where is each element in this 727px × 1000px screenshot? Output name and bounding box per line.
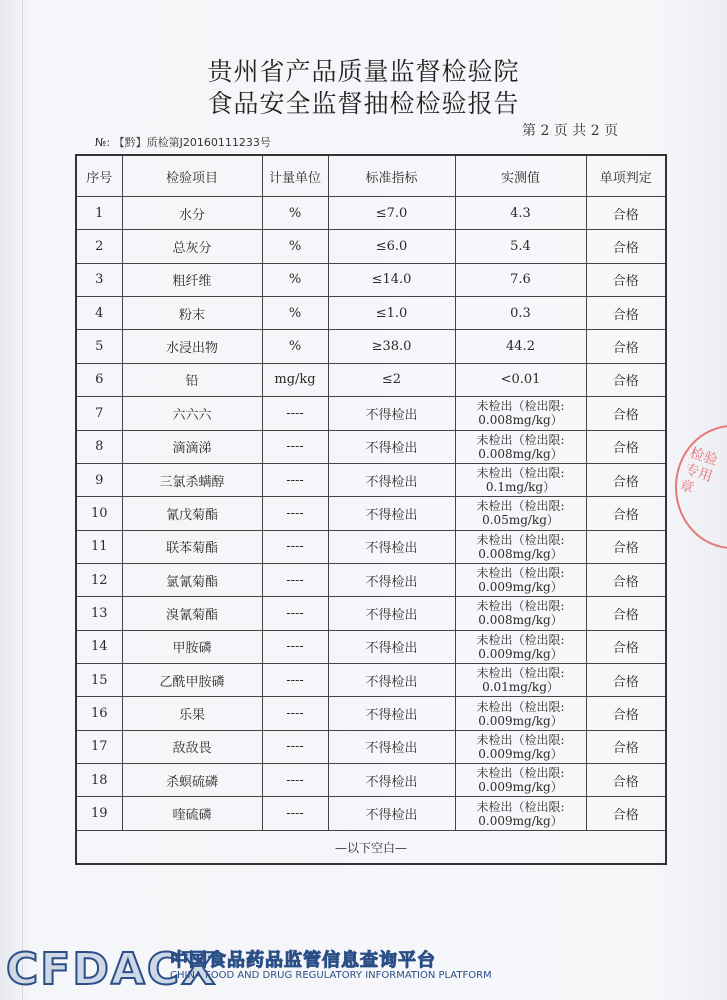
result-line-1: 未检出（检出限: (476, 432, 565, 447)
cell-standard: ≤14.0 (328, 263, 455, 296)
cell-no: 16 (76, 697, 122, 730)
cell-item: 铅 (122, 363, 262, 396)
cell-no: 12 (76, 563, 122, 596)
cell-unit: ---- (262, 697, 328, 730)
cell-verdict: 合格 (586, 764, 666, 797)
table-body (76, 197, 666, 831)
result-line-2: 0.1mg/kg） (485, 480, 556, 495)
cell-verdict: 合格 (586, 664, 666, 697)
table-row (76, 664, 666, 697)
table-row (76, 597, 666, 630)
cell-standard: 不得检出 (328, 797, 455, 831)
cell-result (455, 530, 586, 563)
cell-standard: 不得检出 (328, 397, 455, 430)
cell-no: 6 (76, 363, 122, 396)
result-line-1: 未检出（检出限: (476, 632, 565, 647)
page-number: 第 2 页 共 2 页 (522, 123, 619, 139)
cell-item: 乙酰甲胺磷 (122, 664, 262, 697)
cell-verdict: 合格 (586, 630, 666, 663)
cell-result (455, 764, 586, 797)
cell-unit: % (262, 230, 328, 263)
institute-title: 贵州省产品质量监督检验院 (207, 57, 520, 86)
cell-result (455, 497, 586, 530)
cell-result (455, 597, 586, 630)
col-header-result: 实测值 (455, 155, 586, 197)
cell-unit: ---- (262, 797, 328, 831)
cell-standard: 不得检出 (328, 430, 455, 463)
cell-item: 水浸出物 (122, 330, 262, 363)
page-fold (22, 0, 23, 1000)
cell-unit: ---- (262, 530, 328, 563)
cell-verdict: 合格 (586, 197, 666, 230)
cell-item: 杀螟硫磷 (122, 764, 262, 797)
inspection-table (75, 154, 667, 865)
cell-verdict: 合格 (586, 230, 666, 263)
table-row (76, 563, 666, 596)
cell-item: 联苯菊酯 (122, 530, 262, 563)
cell-no: 5 (76, 330, 122, 363)
cell-item: 三氯杀螨醇 (122, 463, 262, 496)
result-line-1: 未检出（检出限: (476, 466, 565, 481)
cell-unit: ---- (262, 730, 328, 763)
watermark-en-name: CHINA FOOD AND DRUG REGULATORY INFORMATION PLATFORM (170, 970, 492, 981)
cell-item: 氰戊菊酯 (122, 497, 262, 530)
result-line-2: 0.009mg/kg） (478, 780, 563, 795)
cell-unit: ---- (262, 497, 328, 530)
watermark-cn-name: 中国食品药品监管信息查询平台 (170, 950, 436, 971)
cell-item: 甲胺磷 (122, 630, 262, 663)
cell-item: 乐果 (122, 697, 262, 730)
table-row (76, 230, 666, 263)
cell-no: 13 (76, 597, 122, 630)
cell-result (455, 397, 586, 430)
cell-verdict: 合格 (586, 430, 666, 463)
table-row (76, 463, 666, 496)
cell-result (455, 630, 586, 663)
cell-result (455, 797, 586, 831)
cell-standard: 不得检出 (328, 764, 455, 797)
result-line-2: 0.01mg/kg） (482, 680, 559, 695)
cell-result: <0.01 (455, 363, 586, 396)
cell-standard: ≤7.0 (328, 197, 455, 230)
cell-unit: ---- (262, 430, 328, 463)
cell-standard: 不得检出 (328, 597, 455, 630)
table-row (76, 297, 666, 330)
col-header-verdict: 单项判定 (586, 155, 666, 197)
cell-verdict: 合格 (586, 597, 666, 630)
cell-result (455, 430, 586, 463)
result-line-2: 0.009mg/kg） (478, 746, 563, 761)
cell-unit: % (262, 263, 328, 296)
cell-standard: 不得检出 (328, 664, 455, 697)
cell-no: 8 (76, 430, 122, 463)
cell-no: 19 (76, 797, 122, 831)
table-row (76, 730, 666, 763)
result-line-1: 未检出（检出限: (476, 799, 565, 814)
cell-standard: 不得检出 (328, 630, 455, 663)
cell-item: 粗纤维 (122, 263, 262, 296)
cell-item: 敌敌畏 (122, 730, 262, 763)
cell-item: 氯氰菊酯 (122, 563, 262, 596)
table-row (76, 430, 666, 463)
report-number: №: 【黔】质检第J20160111233号 (95, 136, 271, 149)
cell-no: 9 (76, 463, 122, 496)
cell-verdict: 合格 (586, 797, 666, 831)
col-header-standard: 标准指标 (328, 155, 455, 197)
table-row (76, 764, 666, 797)
cell-item: 粉末 (122, 297, 262, 330)
cell-unit: ---- (262, 397, 328, 430)
cell-item: 水分 (122, 197, 262, 230)
table-row (76, 263, 666, 296)
cell-no: 10 (76, 497, 122, 530)
cell-verdict: 合格 (586, 330, 666, 363)
cell-result (455, 730, 586, 763)
cell-unit: ---- (262, 764, 328, 797)
cell-no: 18 (76, 764, 122, 797)
table-row (76, 197, 666, 230)
cell-unit: ---- (262, 563, 328, 596)
result-line-2: 0.009mg/kg） (478, 646, 563, 661)
result-line-1: 未检出（检出限: (476, 532, 565, 547)
cell-no: 7 (76, 397, 122, 430)
table-header-row (76, 155, 666, 197)
cell-result: 4.3 (455, 197, 586, 230)
cell-no: 3 (76, 263, 122, 296)
col-header-no: 序号 (76, 155, 122, 197)
cell-result (455, 697, 586, 730)
cell-no: 14 (76, 630, 122, 663)
table-row (76, 330, 666, 363)
table-row (76, 363, 666, 396)
cell-result (455, 463, 586, 496)
result-line-1: 未检出（检出限: (476, 399, 565, 414)
result-line-1: 未检出（检出限: (476, 766, 565, 781)
cell-unit: % (262, 330, 328, 363)
result-line-2: 0.009mg/kg） (478, 713, 563, 728)
col-header-item: 检验项目 (122, 155, 262, 197)
cell-verdict: 合格 (586, 463, 666, 496)
result-line-2: 0.008mg/kg） (478, 546, 563, 561)
cell-result: 44.2 (455, 330, 586, 363)
cell-standard: 不得检出 (328, 697, 455, 730)
result-line-2: 0.009mg/kg） (478, 813, 563, 828)
table-row (76, 797, 666, 831)
cell-no: 2 (76, 230, 122, 263)
cell-verdict: 合格 (586, 530, 666, 563)
cell-verdict: 合格 (586, 730, 666, 763)
report-title: 食品安全监督抽检检验报告 (207, 89, 520, 118)
official-seal-text: 检验专用章 (677, 445, 720, 497)
cell-item: 溴氰菊酯 (122, 597, 262, 630)
result-line-1: 未检出（检出限: (476, 566, 565, 581)
cell-verdict: 合格 (586, 397, 666, 430)
cell-result: 5.4 (455, 230, 586, 263)
table-row (76, 530, 666, 563)
result-line-2: 0.008mg/kg） (478, 613, 563, 628)
cell-item: 六六六 (122, 397, 262, 430)
cell-unit: ---- (262, 664, 328, 697)
blank-below-note: —以下空白— (76, 831, 666, 865)
result-line-2: 0.008mg/kg） (478, 446, 563, 461)
result-line-2: 0.008mg/kg） (478, 413, 563, 428)
cell-item: 滴滴涕 (122, 430, 262, 463)
cell-no: 11 (76, 530, 122, 563)
cell-verdict: 合格 (586, 263, 666, 296)
table-row (76, 497, 666, 530)
result-line-1: 未检出（检出限: (476, 699, 565, 714)
result-line-1: 未检出（检出限: (476, 732, 565, 747)
cell-standard: 不得检出 (328, 463, 455, 496)
cell-verdict: 合格 (586, 697, 666, 730)
cell-no: 17 (76, 730, 122, 763)
result-line-1: 未检出（检出限: (476, 599, 565, 614)
table-row (76, 397, 666, 430)
cell-verdict: 合格 (586, 297, 666, 330)
cell-standard: 不得检出 (328, 730, 455, 763)
col-header-unit: 计量单位 (262, 155, 328, 197)
table-row (76, 630, 666, 663)
cell-no: 1 (76, 197, 122, 230)
cell-standard: ≤1.0 (328, 297, 455, 330)
cell-no: 4 (76, 297, 122, 330)
cell-verdict: 合格 (586, 363, 666, 396)
cell-item: 喹硫磷 (122, 797, 262, 831)
cell-standard: ≥38.0 (328, 330, 455, 363)
result-line-1: 未检出（检出限: (476, 666, 565, 681)
cell-unit: % (262, 197, 328, 230)
table-footer-row (76, 831, 666, 865)
cell-no: 15 (76, 664, 122, 697)
cell-unit: ---- (262, 630, 328, 663)
cell-unit: ---- (262, 463, 328, 496)
cell-unit: mg/kg (262, 363, 328, 396)
cell-result (455, 563, 586, 596)
cell-standard: 不得检出 (328, 530, 455, 563)
cell-verdict: 合格 (586, 563, 666, 596)
cell-result: 7.6 (455, 263, 586, 296)
platform-watermark (0, 940, 727, 995)
table-row (76, 697, 666, 730)
cell-unit: ---- (262, 597, 328, 630)
cell-unit: % (262, 297, 328, 330)
cell-verdict: 合格 (586, 497, 666, 530)
result-line-1: 未检出（检出限: (476, 499, 565, 514)
cell-result: 0.3 (455, 297, 586, 330)
result-line-2: 0.05mg/kg） (482, 513, 559, 528)
cell-standard: 不得检出 (328, 563, 455, 596)
cell-standard: 不得检出 (328, 497, 455, 530)
result-line-2: 0.009mg/kg） (478, 580, 563, 595)
cell-standard: ≤2 (328, 363, 455, 396)
cell-result (455, 664, 586, 697)
watermark-logo: CFDACX (6, 944, 218, 995)
cell-item: 总灰分 (122, 230, 262, 263)
cell-standard: ≤6.0 (328, 230, 455, 263)
